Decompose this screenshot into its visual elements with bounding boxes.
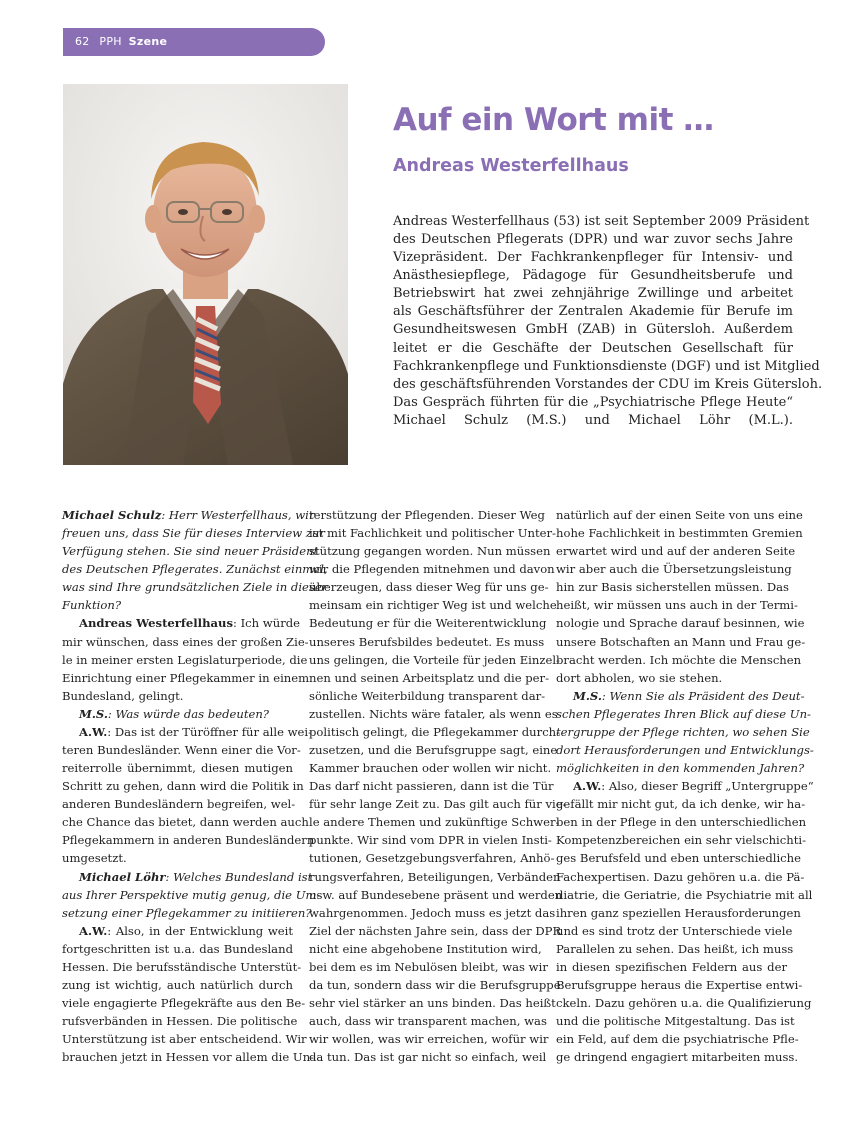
- body-line: [62, 868, 313, 886]
- body-text: nicht eine abgehobene Institution wird,: [309, 941, 542, 956]
- body-text: umgesetzt.: [62, 851, 127, 866]
- body-text: heißt, wir müssen uns auch in der Termi-: [556, 598, 798, 613]
- body-text: freuen uns, dass Sie für dieses Interview zur: [62, 526, 325, 541]
- body-line: [62, 614, 301, 632]
- body-text: wir aber auch die Übersetzungsleistung: [556, 562, 792, 577]
- body-text: auch, dass wir transparent machen, was: [309, 1014, 547, 1029]
- body-line: [309, 614, 547, 632]
- body-line: [309, 542, 551, 560]
- body-line: [556, 596, 798, 614]
- page-number: 62: [75, 35, 90, 48]
- body-text: tergruppe der Pflege richten, wo sehen Sie: [556, 724, 810, 739]
- portrait-photo: [63, 84, 348, 465]
- body-line: [62, 886, 321, 904]
- body-line: [556, 705, 811, 723]
- body-text: erwartet wird und auf der anderen Seite: [556, 544, 796, 559]
- body-line: [62, 777, 304, 795]
- speaker-name: A.W.: [79, 724, 108, 739]
- body-text: reiterrolle übernimmt, diesen mutigen: [62, 761, 293, 776]
- body-text: nen und seinen Arbeitsplatz und die per-: [309, 670, 549, 685]
- intro-line: leitet er die Geschäfte der Deutschen Gesellschaft für: [393, 340, 793, 356]
- body-line: [556, 687, 805, 705]
- body-line: [309, 886, 563, 904]
- interviewer-name: M.S.: [79, 706, 108, 721]
- body-text: möglichkeiten in den kommenden Jahren?: [556, 761, 805, 776]
- speaker-name: Andreas Westerfellhaus: [79, 616, 233, 631]
- body-line: [556, 759, 805, 777]
- body-text: da tun. Das ist gar nicht so einfach, weil: [309, 1050, 547, 1065]
- body-text: punkte. Wir sind vom DPR in vielen Insti-: [309, 833, 552, 848]
- body-text: Ziel der nächsten Jahre sein, dass der DPR: [309, 923, 562, 938]
- body-line: [309, 596, 557, 614]
- body-line: [556, 976, 803, 994]
- body-line: [62, 1012, 298, 1030]
- intro-line: als Geschäftsführer der Zentralen Akademie für Berufe im: [393, 304, 793, 320]
- body-text: wahrgenommen. Jedoch muss es jetzt das: [309, 905, 556, 920]
- body-line: [556, 542, 796, 560]
- intro-line: Fachkrankenpflege und Funktionsdienste (DGF) und ist Mitglied: [393, 358, 820, 374]
- body-text: : Also, dieser Begriff „Untergruppe“: [601, 779, 814, 794]
- body-line: [62, 705, 293, 723]
- body-line: [556, 560, 792, 578]
- body-line: [62, 651, 308, 669]
- body-text: le in meiner ersten Legislaturperiode, die: [62, 652, 308, 667]
- body-line: [556, 777, 814, 795]
- intro-line: Anästhesiepflege, Pädagoge für Gesundheitsberufe und: [393, 268, 793, 284]
- body-text: tutionen, Gesetzgebungsverfahren, Anhö-: [309, 851, 555, 866]
- intro-line: des Deutschen Pflegerats (DPR) und war zuvor sechs Jahre: [393, 232, 793, 248]
- body-text: fortgeschritten ist u.a. das Bundesland: [62, 941, 293, 956]
- intro-line: Das Gespräch führten für die „Psychiatrische Pflege Heute“: [393, 394, 793, 410]
- speaker-name: A.W.: [79, 923, 108, 938]
- body-text: Einrichtung einer Pflegekammer in einem: [62, 670, 310, 685]
- body-text: dort abholen, wo sie stehen.: [556, 670, 723, 685]
- body-text: : Herr Westerfellhaus, wir: [161, 508, 315, 522]
- article-title: Auf ein Wort mit …: [393, 102, 714, 138]
- text-column-1: [62, 506, 328, 1066]
- body-line: [556, 1012, 795, 1030]
- body-text: ckeln. Dazu gehören u.a. die Qualifizierung: [556, 996, 812, 1011]
- body-text: schen Pflegerates Ihren Blick auf diese Un-: [556, 706, 811, 721]
- body-line: [62, 633, 309, 651]
- body-line: [62, 795, 296, 813]
- text-column-2: [309, 506, 567, 1066]
- body-line: [556, 741, 814, 759]
- body-line: [62, 687, 293, 705]
- body-text: meinsam ein richtiger Weg ist und welche: [309, 598, 557, 613]
- body-line: [309, 524, 556, 542]
- body-text: che Chance das bietet, dann werden auch: [62, 815, 309, 830]
- body-line: [309, 669, 549, 687]
- body-line: [309, 922, 562, 940]
- body-line: [556, 868, 805, 886]
- article-subtitle: Andreas Westerfellhaus: [393, 156, 629, 176]
- body-text: usw. auf Bundesebene präsent und werden: [309, 887, 563, 902]
- body-text: Funktion?: [62, 598, 122, 613]
- body-line: [309, 795, 567, 813]
- body-text: und die politische Mitgestaltung. Das ist: [556, 1014, 795, 1029]
- body-text: zusetzen, und die Berufsgruppe sagt, eine: [309, 743, 558, 758]
- body-line: [309, 705, 558, 723]
- body-text: bracht werden. Ich möchte die Menschen: [556, 652, 802, 667]
- body-line: [556, 940, 794, 958]
- body-text: und es sind trotz der Unterschiede viele: [556, 923, 793, 938]
- body-text: unseres Berufsbildes bedeutet. Es muss: [309, 634, 545, 649]
- body-line: [62, 723, 313, 741]
- body-line: [556, 795, 806, 813]
- body-text: Verfügung stehen. Sie sind neuer Präsident: [62, 544, 319, 559]
- body-line: [62, 976, 293, 994]
- body-text: rungsverfahren, Beteiligungen, Verbänden: [309, 869, 561, 884]
- body-line: [309, 687, 546, 705]
- body-text: des Deutschen Pflegerates. Zunächst einmal,: [62, 562, 328, 577]
- body-text: ihren ganz speziellen Herausforderungen: [556, 905, 801, 920]
- body-text: : Das ist der Türöffner für alle wei-: [107, 724, 313, 739]
- interviewer-name: M.S.: [573, 688, 602, 703]
- intro-line: Betriebswirt hat zwei zehnjährige Zwillinge und arbeitet: [393, 286, 793, 302]
- body-text: le andere Themen und zukünftige Schwer-: [309, 815, 560, 830]
- speaker-name: A.W.: [573, 779, 602, 794]
- body-text: für sehr lange Zeit zu. Das gilt auch für vie-: [309, 797, 567, 812]
- body-line: [62, 741, 301, 759]
- body-line: [62, 922, 293, 940]
- body-text: wir die Pflegenden mitnehmen und davon: [309, 562, 555, 577]
- body-text: ein Feld, auf dem die psychiatrische Pfle-: [556, 1032, 799, 1047]
- body-text: : Also, in der Entwicklung weit: [107, 923, 293, 938]
- body-line: [556, 849, 801, 867]
- text-column-3: [556, 506, 814, 1066]
- body-text: wir wollen, was wir erreichen, wofür wir: [309, 1032, 549, 1047]
- body-line: [62, 560, 328, 578]
- body-line: [556, 994, 812, 1012]
- body-text: Berufsgruppe heraus die Expertise entwi-: [556, 978, 803, 993]
- body-text: brauchen jetzt in Hessen vor allem die Un-: [62, 1050, 315, 1065]
- body-line: [62, 813, 309, 831]
- body-line: [556, 578, 787, 596]
- body-line: [556, 831, 806, 849]
- intro-line: Vizepräsident. Der Fachkrankenpfleger für Intensiv- und: [393, 250, 793, 266]
- body-text: ge dringend engagiert mitarbeiten muss.: [556, 1050, 799, 1065]
- intro-line: Michael Schulz (M.S.) und Michael Löhr (M.L.).: [393, 412, 793, 428]
- body-text: Das darf nicht passieren, dann ist die Tür: [309, 779, 554, 794]
- body-line: [309, 1012, 547, 1030]
- body-line: [62, 940, 293, 958]
- body-line: [309, 994, 556, 1012]
- body-line: [309, 741, 558, 759]
- body-line: [309, 578, 549, 596]
- body-line: [62, 578, 328, 596]
- body-line: [309, 651, 560, 669]
- body-text: ist mit Fachlichkeit und politischer Unter-: [309, 526, 556, 541]
- body-line: [62, 958, 302, 976]
- body-line: [62, 596, 293, 614]
- body-text: Hessen. Die berufsständische Unterstüt-: [62, 959, 302, 974]
- body-line: [556, 669, 787, 687]
- body-text: zustellen. Nichts wäre fataler, als wenn es: [309, 706, 558, 721]
- intro-line: Andreas Westerfellhaus (53) ist seit September 2009 Präsident: [393, 214, 810, 229]
- body-line: [62, 669, 310, 687]
- body-line: [309, 849, 555, 867]
- body-line: [556, 886, 813, 904]
- body-text: hohe Fachlichkeit in bestimmten Gremien: [556, 526, 803, 541]
- body-text: Bundesland, gelingt.: [62, 688, 184, 703]
- body-text: mir wünschen, dass eines der großen Zie-: [62, 634, 309, 649]
- body-text: uns gelingen, die Vorteile für jeden Einzel-: [309, 652, 560, 667]
- body-line: [62, 1030, 307, 1048]
- section-name: Szene: [128, 35, 168, 48]
- body-text: hin zur Basis sicherstellen müssen. Das: [556, 580, 789, 595]
- body-text: überzeugen, dass dieser Weg für uns ge-: [309, 580, 549, 595]
- body-text: rufsverbänden in Hessen. Die politische: [62, 1014, 298, 1029]
- body-text: : Wenn Sie als Präsident des Deut-: [601, 688, 805, 703]
- body-text: anderen Bundesländern begreifen, wel-: [62, 797, 296, 812]
- body-line: [556, 614, 805, 632]
- intro-line: des geschäftsführenden Vorstandes der CDU im Kreis Gütersloh.: [393, 376, 823, 392]
- body-line: [309, 1048, 547, 1066]
- body-text: bei dem es im Nebulösen bleibt, was wir: [309, 959, 548, 974]
- body-text: gefällt mir nicht gut, da ich denke, wir ha-: [556, 797, 806, 812]
- body-line: [309, 777, 554, 795]
- body-line: [62, 506, 315, 524]
- body-text: setzung einer Pflegekammer zu initiieren?: [62, 905, 312, 920]
- body-text: sönliche Weiterbildung transparent dar-: [309, 688, 546, 703]
- body-line: [556, 651, 802, 669]
- body-text: politisch gelingt, die Pflegekammer durch-: [309, 724, 561, 739]
- portrait-illustration: [63, 84, 348, 465]
- body-text: diatrie, die Geriatrie, die Psychiatrie mit all: [556, 887, 813, 902]
- body-line: [309, 506, 545, 524]
- body-line: [556, 524, 803, 542]
- body-text: teren Bundesländer. Wenn einer die Vor-: [62, 743, 301, 758]
- running-header: [63, 28, 325, 56]
- section-prefix: PPH: [99, 35, 122, 48]
- body-line: [62, 1048, 315, 1066]
- body-line: [309, 560, 555, 578]
- body-text: nologie und Sprache darauf besinnen, wie: [556, 616, 805, 631]
- body-line: [556, 1030, 799, 1048]
- body-line: [309, 1030, 549, 1048]
- body-line: [556, 904, 801, 922]
- body-text: Bedeutung er für die Weiterentwicklung: [309, 616, 547, 631]
- body-text: ben in der Pflege in den unterschiedlichen: [556, 815, 807, 830]
- body-text: Pflegekammern in anderen Bundesländern: [62, 833, 315, 848]
- body-line: [309, 958, 548, 976]
- body-text: zung ist wichtig, auch natürlich durch: [62, 978, 293, 993]
- body-line: [556, 506, 803, 524]
- body-line: [309, 904, 556, 922]
- body-text: : Was würde das bedeuten?: [107, 706, 270, 721]
- body-line: [62, 849, 293, 867]
- body-line: [556, 1048, 799, 1066]
- body-text: terstützung der Pflegenden. Dieser Weg: [309, 508, 545, 522]
- body-text: Fachexpertisen. Dazu gehören u.a. die Pä-: [556, 869, 805, 884]
- body-line: [309, 813, 560, 831]
- body-line: [309, 633, 545, 651]
- body-line: [556, 958, 787, 976]
- body-line: [62, 759, 293, 777]
- body-line: [309, 868, 561, 886]
- body-text: Parallelen zu sehen. Das heißt, ich muss: [556, 941, 794, 956]
- body-text: in diesen spezifischen Feldern aus der: [556, 959, 787, 974]
- body-text: Unterstützung ist aber entscheidend. Wir: [62, 1032, 307, 1047]
- body-text: da tun, sondern dass wir die Berufsgruppe: [309, 978, 561, 993]
- body-line: [62, 904, 312, 922]
- interviewer-name: Michael Schulz: [62, 508, 162, 522]
- interviewer-name: Michael Löhr: [79, 869, 166, 884]
- body-line: [556, 633, 806, 651]
- body-text: was sind Ihre grundsätzlichen Ziele in dieser: [62, 580, 328, 595]
- body-line: [556, 723, 810, 741]
- body-line: [309, 831, 552, 849]
- body-line: [556, 813, 807, 831]
- body-text: viele engagierte Pflegekräfte aus den Be-: [62, 996, 306, 1011]
- body-text: aus Ihrer Perspektive mutig genug, die Um-: [62, 887, 321, 902]
- body-text: Schritt zu gehen, dann wird die Politik in: [62, 779, 304, 794]
- body-line: [309, 759, 552, 777]
- body-text: unsere Botschaften an Mann und Frau ge-: [556, 634, 806, 649]
- body-line: [62, 994, 306, 1012]
- body-text: Kompetenzbereichen ein sehr vielschichti-: [556, 833, 806, 848]
- intro-line: Gesundheitswesen GmbH (ZAB) in Gütersloh. Außerdem: [393, 322, 793, 338]
- body-text: : Ich würde: [232, 616, 301, 631]
- body-line: [62, 524, 325, 542]
- body-line: [309, 723, 561, 741]
- body-line: [62, 831, 315, 849]
- body-text: : Welches Bundesland ist: [165, 869, 313, 884]
- intro-paragraph: [393, 212, 823, 429]
- body-line: [556, 922, 793, 940]
- body-text: sehr viel stärker an uns binden. Das heißt: [309, 996, 556, 1011]
- body-text: natürlich auf der einen Seite von uns eine: [556, 508, 803, 522]
- body-line: [309, 976, 561, 994]
- body-line: [309, 940, 540, 958]
- body-text: stützung gegangen worden. Nun müssen: [309, 544, 551, 559]
- body-line: [62, 542, 319, 560]
- body-text: ges Berufsfeld und eben unterschiedliche: [556, 851, 801, 866]
- body-text: dort Herausforderungen und Entwicklungs-: [556, 743, 814, 758]
- body-text: Kammer brauchen oder wollen wir nicht.: [309, 761, 552, 776]
